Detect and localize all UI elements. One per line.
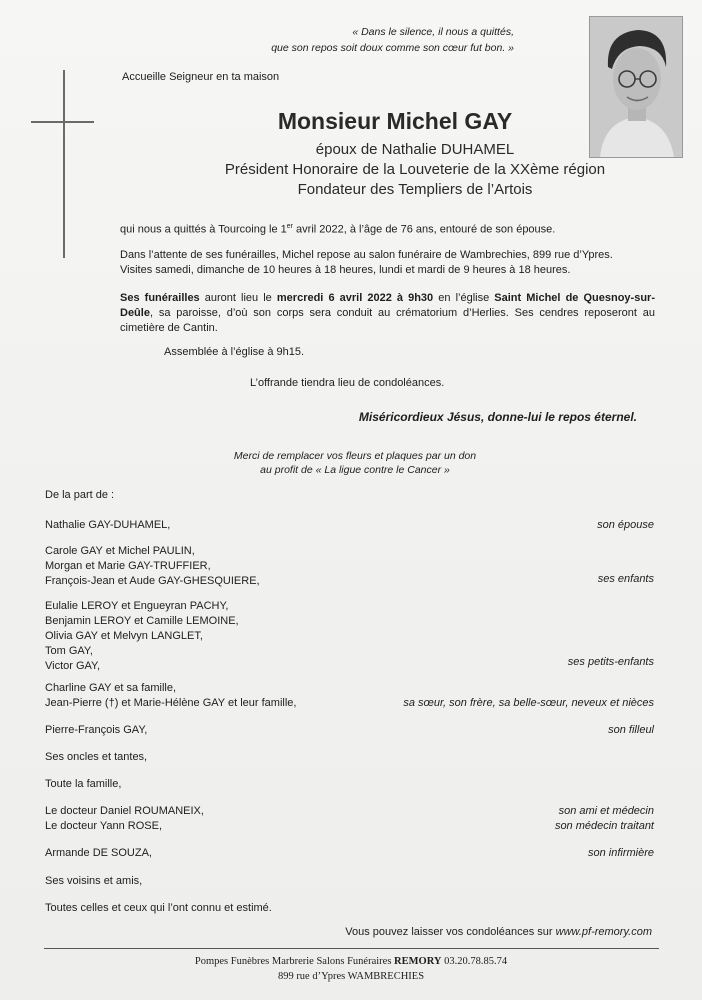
footer-line-1: [0, 954, 702, 969]
role-line-1: Président Honoraire de la Louveterie de la XXème région: [224, 161, 606, 178]
request-line-1: Merci de remplacer vos fleurs et plaques par un don: [233, 450, 477, 462]
passing-after: avril 2022, à l’âge de 76 ans, entouré de son épouse.: [292, 223, 556, 236]
deceased-name: Monsieur Michel GAY: [277, 108, 513, 134]
family-name: Toutes celles et ceux qui l’ont connu et estimé.: [45, 902, 272, 914]
donation-request: [150, 449, 560, 477]
cross-vertical: [63, 70, 65, 258]
family-name: Tom GAY,: [45, 645, 93, 657]
closing-prayer: Miséricordieux Jésus, donne-lui le repos éternel.: [358, 410, 637, 424]
relation-line: son médecin traitant: [554, 820, 654, 832]
assembly-notice: Assemblée à l’église à 9h15.: [164, 346, 305, 358]
family-name: Eulalie LEROY et Engueyran PACHY,: [45, 600, 229, 612]
family-group: [45, 518, 170, 533]
quote-line-1: « Dans le silence, il nous a quittés,: [352, 26, 514, 38]
family-group: [45, 599, 239, 674]
funeral-t2: en l’église: [433, 292, 495, 304]
relation-line: son ami et médecin: [558, 805, 654, 817]
footer-prefix: Pompes Funèbres Marbrerie Salons Funéraires: [194, 956, 395, 967]
family-group: [45, 681, 296, 711]
offering-notice: L’offrande tiendra lieu de condoléances.: [250, 377, 445, 389]
family-name: Ses oncles et tantes,: [45, 751, 148, 763]
family-name: François-Jean et Aude GAY-GHESQUIERE,: [45, 575, 260, 587]
portrait-photo: [589, 16, 683, 158]
opening-quote: [230, 24, 514, 56]
funeral-date: mercredi 6 avril 2022 à 9h30: [276, 292, 434, 304]
rest-notice: [120, 248, 655, 278]
funeral-church: Saint Michel de Quesnoy-sur-Deûle: [120, 292, 655, 319]
funeral-t1: auront lieu le: [199, 292, 277, 304]
portrait-illustration: [590, 17, 682, 157]
family-name: Armande DE SOUZA,: [45, 847, 152, 859]
family-group: [45, 723, 147, 738]
welcome-verse: Accueille Seigneur en ta maison: [122, 71, 280, 83]
family-name: Nathalie GAY-DUHAMEL,: [45, 519, 171, 531]
family-relation: son filleul: [608, 724, 654, 736]
rest-line-2: Visites samedi, dimanche de 10 heures à 18 heures, lundi et mardi de 9 heures à 18 heures.: [120, 264, 571, 276]
passing-before: qui nous a quittés à Tourcoing le 1: [120, 223, 287, 236]
family-name: Jean-Pierre (†) et Marie-Hélène GAY et leur famille,: [45, 697, 297, 709]
family-group: [45, 750, 147, 765]
footer-divider: [44, 948, 659, 949]
condolences-note: [345, 926, 652, 938]
family-name: Benjamin LEROY et Camille LEMOINE,: [45, 615, 239, 627]
family-relation: son infirmière: [587, 847, 654, 859]
family-group: [45, 777, 121, 792]
family-relation: sa sœur, son frère, sa belle-sœur, neveux et nièces: [403, 697, 654, 709]
condolences-link[interactable]: www.pf-remory.com: [555, 926, 652, 938]
footer-phone: 03.20.78.85.74: [441, 956, 508, 967]
family-group: [45, 544, 260, 589]
family-name: Morgan et Marie GAY-TRUFFIER,: [45, 560, 211, 572]
family-relation: son épouse: [597, 519, 654, 531]
footer-address: 899 rue d’Ypres WAMBRECHIES: [277, 971, 425, 982]
passing-notice: [120, 219, 655, 238]
passing-sup: er: [286, 223, 293, 230]
family-name: Toute la famille,: [45, 778, 122, 790]
family-name: Victor GAY,: [45, 660, 101, 672]
family-relation: [555, 804, 654, 834]
family-name: Charline GAY et sa famille,: [45, 682, 177, 694]
role-line-2: Fondateur des Templiers de l’Artois: [297, 181, 533, 198]
request-line-2: au profit de « La ligue contre le Cancer »: [260, 464, 450, 476]
family-name: Olivia GAY et Melvyn LANGLET,: [45, 630, 203, 642]
funeral-b1: Ses funérailles: [120, 292, 200, 304]
family-group: [45, 846, 152, 861]
footer-brand: REMORY: [394, 956, 442, 967]
condolences-text: Vous pouvez laisser vos condoléances sur: [345, 926, 556, 938]
family-group: [45, 804, 204, 834]
family-name: Le docteur Yann ROSE,: [45, 820, 162, 832]
family-group: [45, 901, 272, 916]
from-label: De la part de :: [45, 489, 115, 501]
family-name: Le docteur Daniel ROUMANEIX,: [45, 805, 204, 817]
family-group: [45, 874, 142, 889]
funeral-notice: [120, 291, 655, 336]
family-relation: ses petits-enfants: [567, 656, 654, 668]
family-name: Carole GAY et Michel PAULIN,: [45, 545, 195, 557]
family-name: Pierre-François GAY,: [45, 724, 148, 736]
spouse-line: époux de Nathalie DUHAMEL: [315, 141, 515, 158]
rest-line-1: Dans l’attente de ses funérailles, Michel repose au salon funéraire de Wambrechies, 899 rue d’Ypres.: [120, 249, 613, 261]
funeral-home-footer: [0, 954, 702, 984]
family-relation: ses enfants: [597, 573, 654, 585]
quote-line-2: que son repos soit doux comme son cœur fut bon. »: [271, 42, 514, 54]
funeral-t3: , sa paroisse, d’où son corps sera conduit au crématorium d’Herlies. Ses cendres reposeront au cimetière de Cantin.: [120, 307, 655, 334]
family-name: Ses voisins et amis,: [45, 875, 143, 887]
